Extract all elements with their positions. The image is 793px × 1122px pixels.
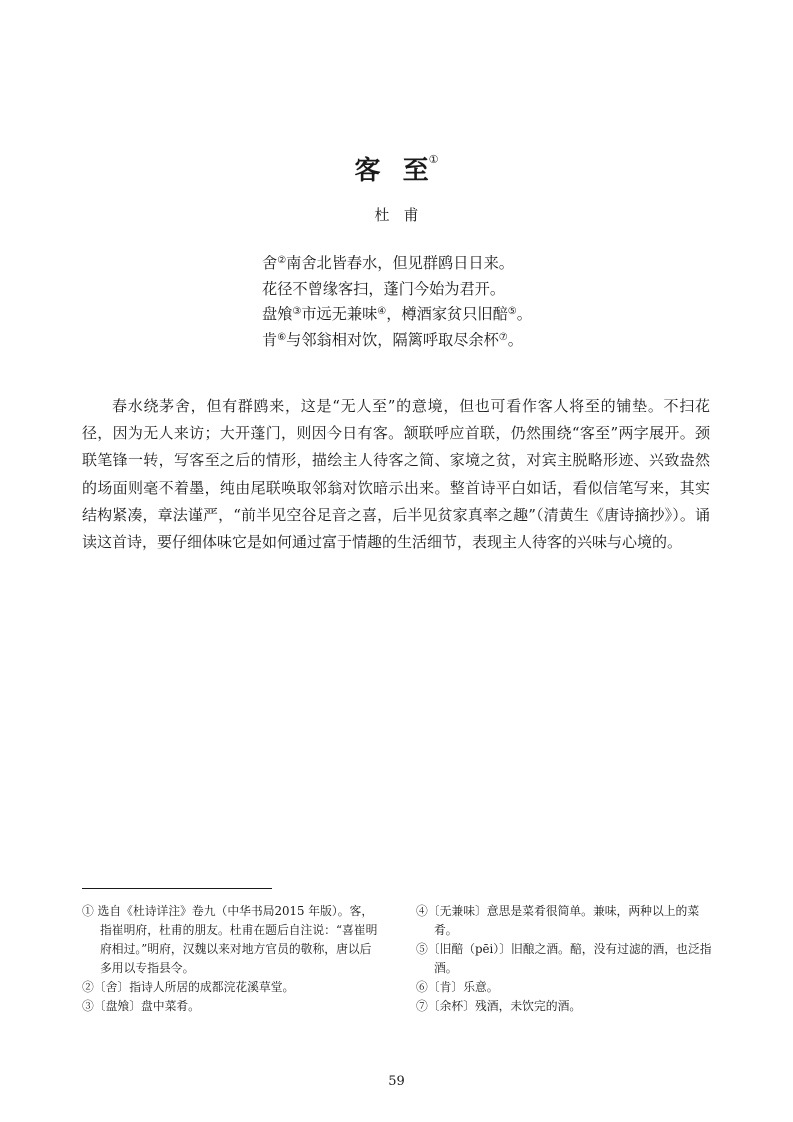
poem-text: 盘飧 <box>262 305 293 323</box>
note-marker: ③ <box>292 306 302 317</box>
note-marker: ② <box>277 255 287 266</box>
poem-title <box>0 150 793 187</box>
poem-text: 南舍北皆春水，但见群鸥日日来。 <box>286 254 514 272</box>
title-note-marker: ① <box>428 153 439 167</box>
footnote-divider <box>82 888 272 889</box>
poem-line-2 <box>262 277 582 303</box>
title-char-2: 至 <box>402 156 429 186</box>
title-char-1: 客 <box>354 156 381 186</box>
page-number: 59 <box>388 1074 405 1089</box>
footnote: ④〔无兼味〕意思是菜肴很简单。兼味，两种以上的菜肴。 <box>416 904 700 937</box>
poem-line-4 <box>262 328 582 354</box>
appreciation-paragraph: 春水绕茅舍，但有群鸥来，这是“无人至”的意境，但也可看作客人将至的铺垫。不扫花径，因为无人来访；大开蓬门，则因今日有客。颔联呼应首联，仍然围绕“客至”两字展开。颈联笔锋一转，写客至之后的情形，描绘主人待客之简、家境之贫，对宾主脱略形迹、兴致盎然的场面则毫不着墨，纯由尾联唤取邻翁对饮暗示出来。整首诗平白如话，看似信笔写来，其实结构紧凑，章法谨严，“前半见空谷足音之喜，后半见贫家真率之趣”（清黄生《唐诗摘抄》）。诵读这首诗，要仔细体味它是如何通过富于情趣的生活细节，表现主人待客的兴味与心境的。 <box>82 397 710 552</box>
poem-text: 花径不曾缘客扫，蓬门今始为君开。 <box>262 279 505 298</box>
note-marker: ⑦ <box>498 331 508 343</box>
footnote: ⑦〔余杯〕残酒，未饮完的酒。 <box>416 999 582 1013</box>
footnote: ① 选自《杜诗详注》卷九（中华书局2015 年版）。客，指崔明府，杜甫的朋友。杜甫在题后自注说：“喜崔明府相过。”明府，汉魏以来对地方官员的敬称，唐以后多用以专指县令。 <box>82 904 378 975</box>
author-char-1: 杜 <box>374 206 390 224</box>
poem-text: 市远无兼味 <box>301 305 378 323</box>
poem-text: ，樽酒家贫只旧醅 <box>386 305 508 323</box>
poem-text: 肯 <box>262 330 278 349</box>
author-char-2: 甫 <box>403 206 419 224</box>
poem-line-3 <box>262 302 582 328</box>
note-marker: ⑥ <box>277 331 287 343</box>
footnote: ⑤〔旧醅（pēi）〕旧酿之酒。醅，没有过滤的酒，也泛指酒。 <box>416 942 712 975</box>
note-marker: ⑤ <box>507 306 517 317</box>
footnotes-left-column <box>82 902 382 1016</box>
footnote: ③〔盘飧〕盘中菜肴。 <box>82 999 200 1013</box>
footnote: ⑥〔肯〕乐意。 <box>416 980 499 994</box>
poem-text: 与邻翁相对饮，隔篱呼取尽余杯 <box>286 330 499 349</box>
footnote: ②〔舍〕指诗人所居的成都浣花溪草堂。 <box>82 980 295 994</box>
poem-author <box>0 204 793 225</box>
poem-text: 。 <box>507 330 523 349</box>
footnotes-right-column <box>416 902 716 1016</box>
poem-line-1 <box>262 251 582 277</box>
poem-body <box>262 251 582 353</box>
poem-text: 。 <box>516 305 532 323</box>
note-marker: ④ <box>377 306 387 317</box>
poem-text: 舍 <box>262 254 278 272</box>
